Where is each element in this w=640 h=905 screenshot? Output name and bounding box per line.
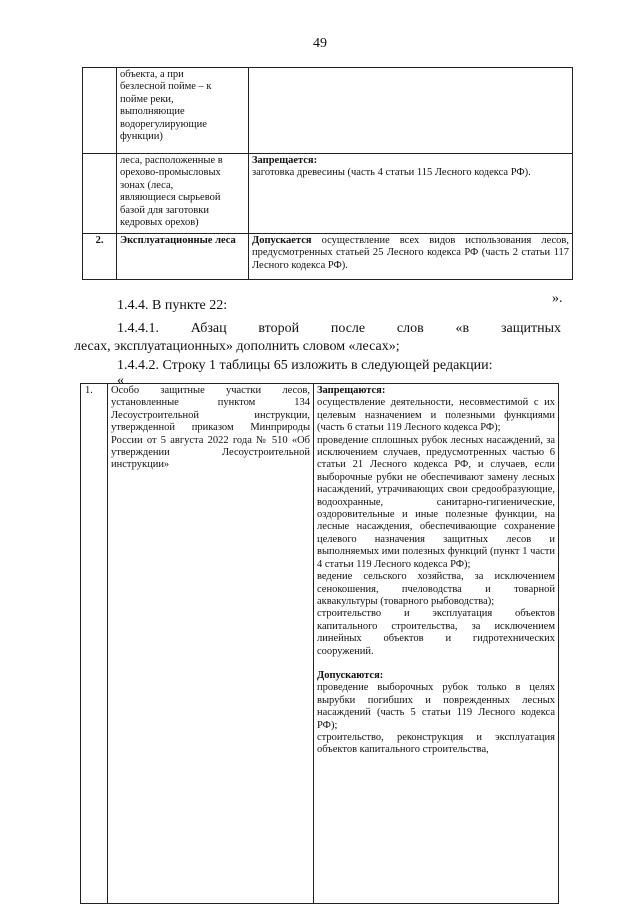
paragraph-1-4-4: 1.4.4. В пункте 22: bbox=[117, 298, 228, 313]
text-line: базой для заготовки bbox=[120, 204, 209, 216]
text-line: функции) bbox=[120, 131, 163, 143]
regime-cell bbox=[249, 234, 573, 280]
number-cell: 1. bbox=[81, 384, 108, 904]
allowed-heading: Допускается bbox=[252, 235, 312, 246]
page-number: 49 bbox=[313, 36, 327, 51]
opening-quote: « bbox=[117, 373, 124, 388]
table-row bbox=[83, 68, 573, 154]
forest-category-lines bbox=[120, 69, 245, 143]
paragraph-1-4-4-2: 1.4.4.2. Строку 1 таблицы 65 изложить в следующей редакции: bbox=[117, 358, 493, 373]
forest-category-cell: Эксплуатационные леса bbox=[117, 234, 249, 280]
list-item: строительство, реконструкция и эксплуатация объектов капитального строительства, bbox=[317, 731, 555, 756]
number-cell: 2. bbox=[83, 234, 117, 280]
regime-cell bbox=[249, 68, 573, 154]
forest-category-cell: Особо защитные участки лесов, установленные пунктом 134 Лесоустроительной инструкции, утвержденной приказом Минприроды России от 5 августа 2022 года № 510 «Об утверждении Лесоустроительной инструкции» bbox=[108, 384, 314, 904]
table-row bbox=[83, 154, 573, 234]
text-line: водорегулирующие bbox=[120, 118, 207, 130]
table-row bbox=[83, 234, 573, 280]
text-line: безлесной пойме – к bbox=[120, 81, 212, 93]
list-item: проведение выборочных рубок только в целях вырубки погибших и поврежденных лесных насаждений (часть 5 статьи 119 Лесного кодекса РФ); bbox=[317, 682, 555, 731]
regime-cell bbox=[314, 384, 559, 904]
number-cell bbox=[83, 68, 117, 154]
number-cell bbox=[83, 154, 117, 234]
forest-category-cell bbox=[117, 154, 249, 234]
text-line: пойме реки, bbox=[120, 93, 174, 105]
forbidden-heading: Запрещаются: bbox=[317, 385, 386, 396]
table-65-row bbox=[80, 383, 559, 904]
forest-category-cell bbox=[117, 68, 249, 154]
list-item: осуществление деятельности, несовместимой с их целевым назначением и полезными функциями (часть 6 статьи 119 Лесного кодекса РФ); bbox=[317, 397, 555, 434]
text-line: орехово-промысловых bbox=[120, 167, 221, 179]
top-table bbox=[82, 67, 573, 280]
text-line: кедровых орехов) bbox=[120, 217, 199, 229]
table-row bbox=[81, 384, 559, 904]
paragraph-1-4-4-1-line2: лесах, эксплуатационных» дополнить словом «лесах»; bbox=[74, 339, 400, 354]
forbidden-heading: Запрещается: bbox=[252, 155, 318, 166]
regime-text: осуществление всех видов использования лесов, предусмотренных статьей 25 Лесного кодекса РФ (часть 2 статьи 117 Лесного кодекса РФ). bbox=[252, 235, 569, 271]
list-item: строительство и эксплуатация объектов капитального строительства, за исключением линейных объектов и гидротехнических сооружений. bbox=[317, 608, 555, 657]
text-line: зонах (леса, bbox=[120, 179, 174, 191]
regime-text: заготовка древесины (часть 4 статьи 115 Лесного кодекса РФ). bbox=[252, 167, 531, 179]
closing-quote: ». bbox=[552, 291, 563, 306]
paragraph-1-4-4-1-line1: 1.4.4.1. Абзац второй после слов «в защитных bbox=[117, 321, 561, 336]
allowed-heading: Допускаются: bbox=[317, 669, 384, 681]
forest-category-lines bbox=[120, 155, 245, 229]
text-line: выполняющие bbox=[120, 106, 185, 118]
text-line: леса, расположенные в bbox=[120, 155, 223, 166]
text-line: являющиеся сырьевой bbox=[120, 192, 221, 204]
list-item: ведение сельского хозяйства, за исключением сенокошения, пчеловодства и товарной аквакультуры (товарного рыбоводства); bbox=[317, 571, 555, 607]
list-item: проведение сплошных рубок лесных насаждений, за исключением случаев, предусмотренных частью 6 статьи 21 Лесного кодекса РФ, и случаев, если выборочные рубки не обеспечивают замену лесных насаждений, утрачивающих свои средообразующие, водоохранные, санитарно-гигиенические, оздоровительные и иные полезные функции, на лесные насаждения, обеспечивающие сохранение целевого назначения защитных лесов и выполняемых ими полезных функций (пункт 1 части 4 статьи 119 Лесного кодекса РФ); bbox=[317, 434, 555, 570]
regime-cell bbox=[249, 154, 573, 234]
text-line: объекта, а при bbox=[120, 69, 184, 80]
